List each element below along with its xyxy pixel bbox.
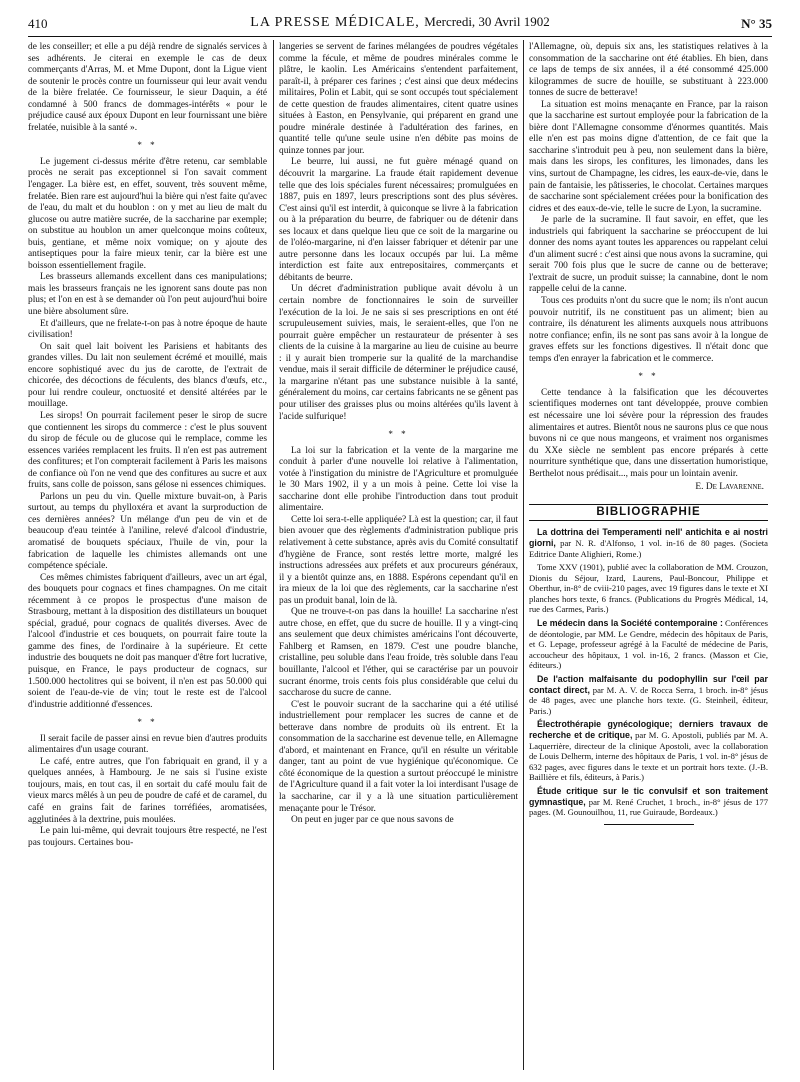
entry-details: par N. R. d'Alfonso, 1 vol. in-16 de 80 pages. (Societa Editrice Dante Alighieri, Rome.): [529, 537, 768, 559]
author-signature: E. De Lavarenne.: [695, 482, 764, 493]
paragraph: Cette tendance à la falsification que les découvertes scientifiques modernes ont tant développée, prouve combien est nécessaire une loi sévère pour la répression des fraudes alimentaires et autres. Bientôt nous ne saurons plus ce que nous buvons ni ce que nous mangeons, et vraiment nos organismes du XXe siècle ne semblent pas encore préparés à cette nourriture synthétique que, dans une dissertation humoristique, Berthelot nous prédisait..., mais pour un lointain avenir.: [529, 387, 768, 479]
issue-number: N° 35: [741, 16, 772, 31]
entry-title: La dottrina dei Temperamenti nell' antichita e ai nostri giorni,: [529, 527, 768, 548]
header-rule: [28, 36, 772, 37]
bibliography-entry: [529, 674, 768, 716]
bibliography-entry: [529, 562, 768, 615]
section-separator: * *: [638, 371, 659, 382]
paragraph: langeries se servent de farines mélangées de poudres végétales comme la fécule, et même de poudres minérales comme le plâtre, le kaolin. Les Américains s'entendent parfaitement, paraît-il, à préparer ces farines ; c'est ainsi que deux médecins militaires, Polin et Labit, qui se sont occupés tout spécialement de cette question de fraudes alimentaires, citent quatre usines situées à Easton, en Pensylvanie, qui préparent en grand une poudre minérale destinée à l'adultération des farines, en quantité telle qu'une seule usine n'en débite pas moins de quinze tonnes par jour.: [279, 42, 518, 156]
entry-details: par M. G. Apostoli, publiés par M. A. Laquerrière, directeur de la clinique Apostoli, avec la collaboration de Louis Delherm, interne des hôpitaux de Paris, 1 vol. in-8° jésus de 632 pages, avec figures dans le texte et un portrait hors texte. (J.-B. Baillière et fils, éditeurs, à Paris.): [529, 730, 768, 783]
paragraph: de les conseiller; et elle a pu déjà rendre de signalés services à ses adhérents. Je citerai en exemple le cas de deux commerçants d'Arras, M. et Mme Dupont, dont la Ligue vient de soutenir le procès contre un fournisseur qui leur avait vendu de la bière frelatée. Ce fournisseur, le sieur Daquin, a été condamné à 500 francs de dommages-intérêts « pour le préjudice causé aux époux Dupont en leur fournissant une bière frelatée, nuisible à la santé ».: [28, 42, 267, 133]
entry-details: Tome XXV (1901), publié avec la collaboration de MM. Crouzon, Dionis du Séjour, Izard, Laurens, Paul-Boncour, Philippe et Oberthur, in-8° de cviii-210 pages, avec 19 figures dans le texte et XI planches hors texte, 6 francs. (Publications du Progrès Médical, 14, rue des Carmes, Paris.): [529, 562, 768, 615]
paragraph: Parlons un peu du vin. Quelle mixture buvait-on, à Paris surtout, au temps du phylloxéra et avant la surproduction de ces dernières années? Un mélange d'un peu de vin et de beaucoup d'eau teintée à l'aniline, relevé d'alcool d'industrie, aromatisé de bouquets spéciaux, l'huile de vin, pour la fabrication de laquelle les chimistes allemands ont une compétence spéciale.: [28, 491, 267, 572]
paragraph: La loi sur la fabrication et la vente de la margarine me conduit à parler d'une nouvelle loi relative à l'alimentation, votée à l'instigation du ministre de l'Agriculture et promulguée le 30 Mars 1902, il y a un mois à peine. Cette loi vise la saccharine dont elle prohibe l'introduction dans tout produit alimentaire.: [279, 445, 518, 514]
entry-details: par M. René Cruchet, 1 broch., in-8° jésus de 177 pages. (M. Gounouilhou, 11, rue Guiraude, Bordeaux.): [529, 796, 768, 818]
paragraph: Le pain lui-même, qui devrait toujours être respecté, ne l'est pas toujours. Certaines bou-: [28, 826, 267, 848]
paragraph: Le beurre, lui aussi, ne fut guère ménagé quand on découvrit la margarine. La fraude était rapidement devenue telle que des lois spéciales furent nécessaires; promulguées en 1887, puis en 1897, leurs prescriptions sont des plus sévères. C'est ainsi qu'il est interdit, à quiconque se livre à la fabrication ou à la préparation du beurre, de fabriquer ou de détenir dans ses locaux et dans quelque lieu que ce soit de la margarine ou de l'oléo-margarine, ni d'en laisser fabriquer et détenir par une autre personne dans les locaux occupés par lui. La même interdiction est faite aux entrepositaires, commerçants et débitants de beurre.: [279, 157, 518, 283]
column-1: [28, 42, 267, 1072]
bibliography-heading: BIBLIOGRAPHIE: [529, 504, 768, 522]
bibliography-entry: [529, 786, 768, 818]
entry-details: par M. A. V. de Rocca Serra, 1 broch. in-8° jésus de 48 pages, avec une planche hors texte. (G. Steinheil, éditeur, Paris.): [529, 684, 768, 716]
page-header: [28, 14, 772, 36]
paragraph: On sait quel lait boivent les Parisiens et habitants des grandes villes. Du lait non seulement écrémé et mouillé, mais encore sophistiqué avec du jus de carotte, de l'extrait de chicorée, des décoctions de féculents, des blancs d'œufs, etc., pour lui rendre couleur, onctuosité et densité altérées par le mouillage.: [28, 341, 267, 410]
bibliography-entry: [529, 527, 768, 559]
journal-title: [28, 14, 772, 31]
section-separator: * *: [388, 429, 409, 440]
paragraph: Il serait facile de passer ainsi en revue bien d'autres produits alimentaires d'un usage courant.: [28, 733, 267, 756]
end-rule: [604, 824, 694, 825]
bibliography-entry: [529, 618, 768, 671]
entry-title: Étude critique sur le tic convulsif et son traitement gymnastique,: [529, 785, 768, 807]
entry-details: Conférences de déontologie, par MM. Le Gendre, médecin des hôpitaux de Paris, et G. Lepage, professeur agrégé à la Faculté de médecine de Paris, accoucheur des hôpitaux, 1 vol. in-16, 2 francs. (Masson et Cie, éditeurs.): [529, 618, 768, 671]
entry-title: Le médecin dans la Société contemporaine :: [537, 618, 723, 629]
paragraph: Ces mêmes chimistes fabriquent d'ailleurs, avec un art égal, des bouquets pour cognacs et fines champagnes. On me citait récemment à ce propos le prospectus d'une maison de Strasbourg, mettant à la disposition des distillateurs un bouquet spécial, gradué, pour cognacs de qualités diverses. Avec de l'alcool d'industrie et ces bouquets, on pourrait faire toute la gamme des fines, de l'ordinaire à la supérieure. Et cette industrie des bouquets ne doit pas manquer d'être fort lucrative, puisque, en France, le pays producteur de cognacs, sur 1.500.000 hectolitres qui se boivent, il n'en est pas 50.000 qui soient de l'eau-de-vie de vin; tout le reste est de l'alcool d'industrie additionné d'essences.: [28, 572, 267, 710]
bibliography-list: [529, 527, 768, 817]
paragraph: Et d'ailleurs, que ne frelate-t-on pas à notre époque de haute civilisation!: [28, 318, 267, 341]
journal-name: LA PRESSE MÉDICALE,: [250, 15, 420, 30]
paragraph: Le café, entre autres, que l'on fabriquait en grand, il y a quelques années, à Hambourg. Je ne sais si l'usine existe toujours, mais, en tout cas, il en sortait du café moulu fait de vieux marcs mêlés à un peu de poudre de café et de caramel, du café en grains fait de farines torréfiées, aromatisées, agglutinées à la dextrine, puis moulées.: [28, 756, 267, 825]
issue-date: Mercredi, 30 Avril 1902: [424, 14, 550, 29]
paragraph: Les brasseurs allemands excellent dans ces manipulations; mais les brasseurs français ne les ignorent sans doute pas non plus; et l'on en est à se demander où l'on peut aujourd'hui boire une bière absolument sûre.: [28, 272, 267, 318]
paragraph: C'est le pouvoir sucrant de la saccharine qui a été utilisé industriellement pour remplacer les sucres de canne et de betterave dans nombre de produits où ils entrent. Et la consommation de la saccharine est devenue telle, en Allemagne d'abord, et maintenant en France, qu'il en résulte un véritable danger, tant au point de vue hygiénique qu'économique. Ce côté économique de la question a surtout préoccupé le ministre de l'Agriculture quand il a fait voter la loi interdisant l'usage de la saccharine, car il y a là une situation particulièrement menaçante pour le Trésor.: [279, 699, 518, 814]
column-3: [529, 42, 768, 1072]
paragraph: Un décret d'administration publique avait dévolu à un certain nombre de fonctionnaires le soin de surveiller l'exécution de la loi. Je ne sais si ses prescriptions en ont été scrupuleusement suivies, mais, le seraient-elles, que l'on ne pourrait guère empêcher un restaurateur de présenter à ses clients de la cuisine à la margarine au lieu de cuisine au beurre : il y aurait bien tromperie sur la qualité de la marchandise vendue, mais il serait difficile de déterminer le préjudice causé, la margarine n'étant pas une substance nuisible à la santé, généralement du moins, car certains fabricants ne se gênent pas pour utiliser des graisses plus ou moins altérées qu'ils lavent à l'acide sulfurique!: [279, 284, 518, 422]
page-number: 410: [28, 16, 48, 31]
paragraph: On peut en juger par ce que nous savons de: [291, 815, 454, 826]
column-divider: [273, 40, 274, 1070]
paragraph: Le jugement ci-dessus mérite d'être retenu, car semblable procès ne serait pas exceptionnel si l'on savait comment l'engager. La bière est, en effet, souvent, très souvent même, frelatée. Bien rare est aujourd'hui la bière qui n'est faite qu'avec de l'eau, du malt et du houblon : on y met au lieu de malt du glucose ou autre matière sucrée, de la saccharine par exemple; on substitue au houblon un amer quelconque moins coûteux, buis, gentiane, et même noix vomique; on y ajoute des antiseptiques pour la faire mieux tenir, car la bière est une boisson essentiellement fragile.: [28, 156, 267, 271]
paragraph: La situation est moins menaçante en France, par la raison que la saccharine est surtout employée pour la fabrication de la bière dont l'Allemagne consomme d'énormes quantités. Mais elle n'en est pas moins digne d'attention, de ce fait que la saccharine s'introduit peu à peu, non seulement dans la bière, mais dans les sirops, les confitures, les limonades, dans les vins, surtout de Champagne, les cidres, les eaux-de-vie, dans le pain de fantaisie, les pâtisseries, le chocolat. Certaines marques de saccharine sont spécialement créées pour la bonification des cidres et des eaux-de-vie, telle le sucre de Lyon, la sucramine.: [529, 99, 768, 214]
paragraph: Cette loi sera-t-elle appliquée? Là est la question; car, il faut bien avouer que des règlements d'administration publique pris relativement à cette substance, après avis du Comité consultatif d'hygiène de France, sont restés lettre morte, malgré les instructions adressées aux préfets et aux procureurs généraux, il y a bientôt quinze ans, en 1888. Espérons cependant qu'il en ira mieux de la loi que des règlements, car la saccharine n'est pas un produit banal, loin de là.: [279, 514, 518, 606]
paragraph: Les sirops! On pourrait facilement peser le sirop de sucre que contiennent les sirops du commerce : c'est le plus souvent du sirop de fécule ou de glucose qui le remplace, comme les essences variées remplacent les fruits. Il n'en est pas autrement des confitures; et l'on compterait facilement à Paris les maisons de confiance où l'on ne vend que des confitures au sucre et aux fruits, sans colle de poisson, sans gélose ni essences chimiques.: [28, 410, 267, 491]
section-separator: * *: [137, 140, 158, 151]
bibliography-entry: [529, 719, 768, 783]
paragraph: l'Allemagne, où, depuis six ans, les statistiques relatives à la consommation de la saccharine ont été établies. Eh bien, dans ce laps de temps de six années, il a été consommé 425.000 kilogrammes de sucre de houille, se substituant à 223.000 tonnes de sucre de betterave!: [529, 42, 768, 99]
paragraph: Que ne trouve-t-on pas dans la houille! La saccharine n'est autre chose, en effet, que du sucre de houille. Il y a vingt-cinq ans seulement que deux chimistes américains l'ont découverte, Fahlberg et Ramsen, en 1879. C'est une poudre blanche, cristalline, peu soluble dans l'eau froide, très soluble dans l'eau bouillante, l'alcool et l'éther, qui se caractérise par un pouvoir sucrant énorme, trois cents fois plus considérable que celui du saccharose du sucre de canne.: [279, 607, 518, 699]
paragraph: Tous ces produits n'ont du sucre que le nom; ils n'ont aucun pouvoir nutritif, ils ne constituent pas un aliment; bien au contraire, ils dénaturent les aliments auxquels nous attribuons notre confiance; enfin, ils ne sont pas sans avoir à la longue de graves effets sur les fonctions digestives. Il n'était donc que temps d'en enrayer la fabrication et le commerce.: [529, 296, 768, 364]
entry-title: De l'action malfaisante du podophyllin sur l'œil par contact direct,: [529, 674, 768, 695]
entry-title: Électrothérapie gynécologique; derniers travaux de recherche et de critique,: [529, 719, 768, 741]
column-divider: [523, 40, 524, 1070]
paragraph: Je parle de la sucramine. Il faut savoir, en effet, que les industriels qui fabriquent la saccharine se préoccupent de lui donner des noms ayant toutes les apparences ou rappelant celui d'un aliment sucré : c'est ainsi que nous avons la sucramine, qui serait 700 fois plus que le sucre de canne ou de betterave; l'extrait de sucre, un produit suisse; la cannabine, dont le nom rappelle celui de la canne.: [529, 215, 768, 295]
column-2: [279, 42, 518, 1072]
section-separator: * *: [137, 717, 158, 728]
